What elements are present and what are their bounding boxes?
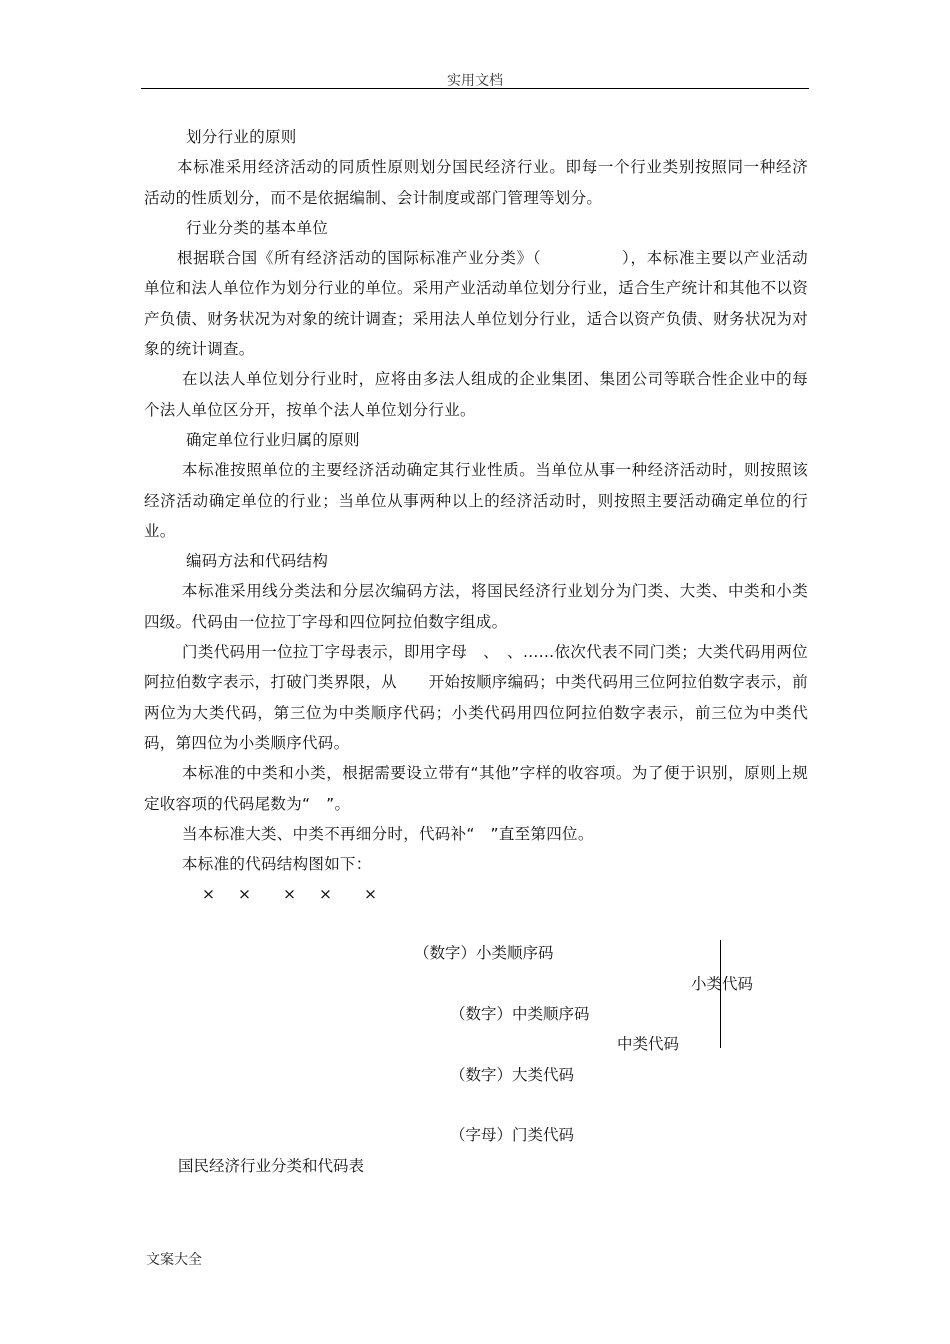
section-heading-attribution: 确定单位行业归属的原则 <box>186 430 360 449</box>
paragraph-code-rules: 门类代码用一位拉丁字母表示，即用字母 、 、……依次代表不同门类；大类代码用两位阿拉伯数字表示，打破门类界限，从 开始按顺序编码；中类代码用三位阿拉伯数字表示，前两位为大类代码，第三位为中类顺序代码；小类代码用四位阿拉伯数字表示，前三位为中类代码，第四位为小类顺序代码。 <box>144 643 808 752</box>
label-xiaolei-seq: （数字）小类顺序码 <box>414 944 554 962</box>
section-heading-coding: 编码方法和代码结构 <box>186 552 329 571</box>
header-divider <box>141 88 809 89</box>
paragraph-legal-unit: 在以法人单位划分行业时，应将由多法人组成的企业集团、集团公司等联合性企业中的每个法人单位区分开，按单个法人单位划分行业。 <box>144 370 808 419</box>
paragraph-diagram-intro: 本标准的代码结构图如下： <box>182 855 372 874</box>
code-mark-digit-2: × <box>283 885 296 904</box>
label-zhonglei-code: 中类代码 <box>617 1035 680 1053</box>
code-mark-digit-1: × <box>238 885 251 904</box>
document-body <box>144 122 808 910</box>
paragraph-basic-unit: 根据联合国《所有经济活动的国际标准产业分类》（ ），本标准主要以产业活动单位和法人单位作为划分行业的单位。采用产业活动单位划分行业，适合生产统计和其他不以资产负债、财务状况为对象的统计调查；采用法人单位划分行业，适合以资产负债、财务状况为对象的统计调查。 <box>144 249 808 359</box>
code-mark-letter: × <box>202 885 215 904</box>
label-xiaolei-code: 小类代码 <box>691 975 754 993</box>
paragraph-attribution: 本标准按照单位的主要经济活动确定其行业性质。当单位从事一种经济活动时，则按照该经济活动确定单位的行业；当单位从事两种以上的经济活动时，则按照主要活动确定单位的行业。 <box>144 461 808 540</box>
page-header: 实用文档 <box>447 73 503 89</box>
diagram-bracket-line <box>720 940 721 1048</box>
paragraph-coding-method: 本标准采用线分类法和分层次编码方法，将国民经济行业划分为门类、大类、中类和小类四级。代码由一位拉丁字母和四位阿拉伯数字组成。 <box>144 582 808 631</box>
code-mark-digit-4: × <box>364 885 377 904</box>
label-menlei-code: （字母）门类代码 <box>450 1126 575 1144</box>
section-heading-basic-unit: 行业分类的基本单位 <box>186 218 329 237</box>
section-heading-principle: 划分行业的原则 <box>186 128 297 146</box>
paragraph-padding-rule: 当本标准大类、中类不再细分时，代码补“ ”直至第四位。 <box>182 824 594 843</box>
paragraph-principle: 本标准采用经济活动的同质性原则划分国民经济行业。即每一个行业类别按照同一种经济活动的性质划分，而不是依据编制、会计制度或部门管理等划分。 <box>144 158 808 207</box>
code-structure-marks <box>144 879 808 909</box>
label-zhonglei-seq: （数字）中类顺序码 <box>450 1005 590 1023</box>
table-title: 国民经济行业分类和代码表 <box>178 1157 365 1175</box>
label-dalei-code: （数字）大类代码 <box>450 1066 575 1084</box>
code-mark-digit-3: × <box>319 885 332 904</box>
paragraph-other-items: 本标准的中类和小类，根据需要设立带有“其他”字样的收容项。为了便于识别，原则上规定收容项的代码尾数为“ ”。 <box>144 764 808 813</box>
page-footer: 文案大全 <box>146 1252 202 1268</box>
